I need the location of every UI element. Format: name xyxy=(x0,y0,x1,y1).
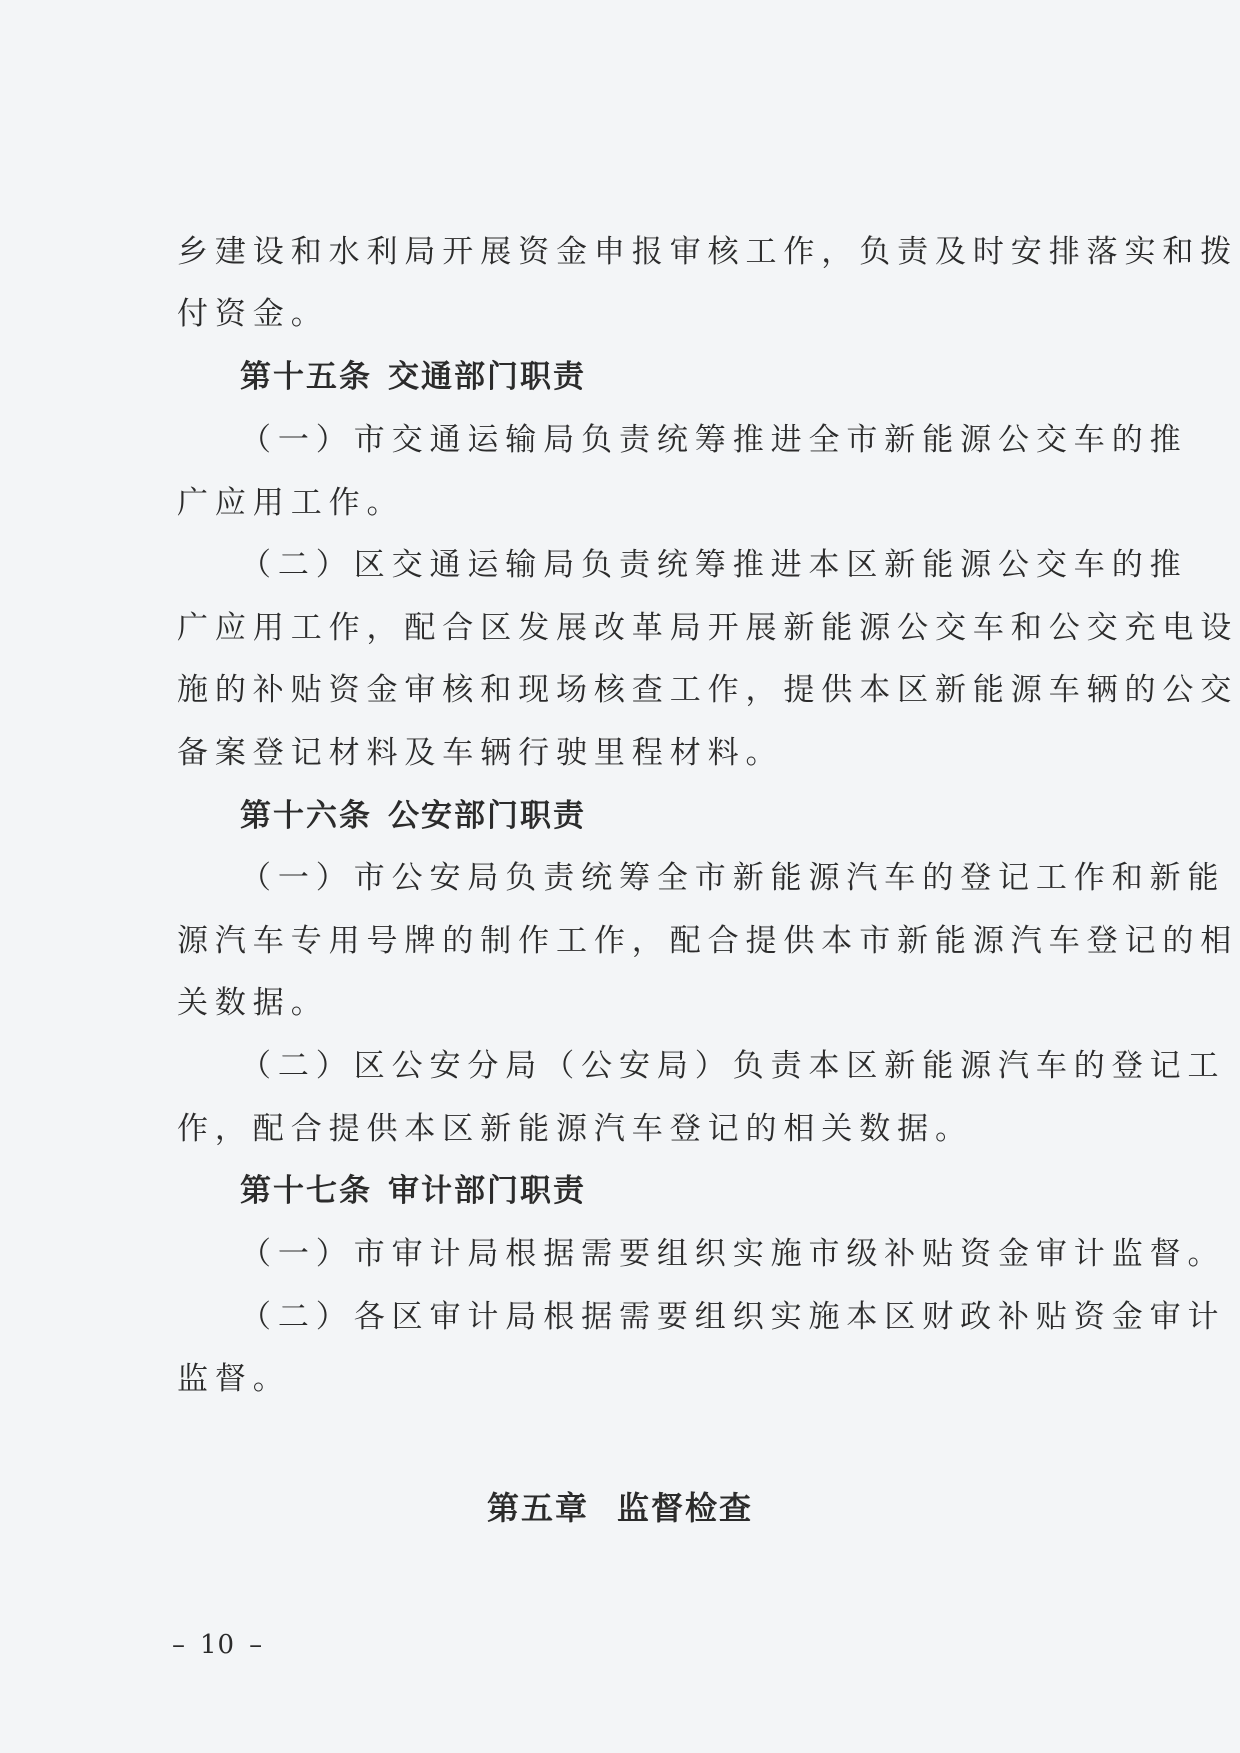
body-line: 作，配合提供本区新能源汽车登记的相关数据。 xyxy=(177,1111,973,1147)
chapter-number: 第五章 xyxy=(486,1489,589,1527)
body-line: 施的补贴资金审核和现场核查工作，提供本区新能源车辆的公交 xyxy=(177,672,1239,708)
article-number: 第十六条 xyxy=(240,798,372,834)
body-line: 关数据。 xyxy=(177,985,329,1021)
body-line: （一）市公安局负责统筹全市新能源汽车的登记工作和新能 xyxy=(240,860,1226,896)
article-heading xyxy=(240,357,586,397)
body-line: 源汽车专用号牌的制作工作，配合提供本市新能源汽车登记的相 xyxy=(177,923,1239,959)
body-line: 监督。 xyxy=(177,1361,291,1397)
article-title: 交通部门职责 xyxy=(388,359,586,395)
page-number-value: 10 xyxy=(200,1630,236,1660)
article-number: 第十七条 xyxy=(240,1173,372,1209)
body-line: 付资金。 xyxy=(177,296,329,332)
article-title: 公安部门职责 xyxy=(388,798,586,834)
article-number: 第十五条 xyxy=(240,359,372,395)
article-title: 审计部门职责 xyxy=(388,1173,586,1209)
article-heading xyxy=(240,1171,586,1211)
body-line: （一）市审计局根据需要组织实施市级补贴资金审计监督。 xyxy=(240,1236,1226,1272)
body-line: 广应用工作。 xyxy=(177,485,405,521)
body-line: （二）区交通运输局负责统筹推进本区新能源公交车的推 xyxy=(240,547,1188,583)
body-line: 乡建设和水利局开展资金申报审核工作，负责及时安排落实和拨 xyxy=(177,234,1239,270)
body-line: （一）市交通运输局负责统筹推进全市新能源公交车的推 xyxy=(240,422,1188,458)
chapter-title: 监督检查 xyxy=(617,1489,754,1527)
body-line: 广应用工作，配合区发展改革局开展新能源公交车和公交充电设 xyxy=(177,610,1239,646)
body-line: （二）区公安分局（公安局）负责本区新能源汽车的登记工 xyxy=(240,1048,1226,1084)
page-number: – 10 – xyxy=(172,1630,264,1660)
chapter-heading xyxy=(0,1488,1240,1528)
article-heading xyxy=(240,796,586,836)
body-line: （二）各区审计局根据需要组织实施本区财政补贴资金审计 xyxy=(240,1299,1226,1335)
body-line: 备案登记材料及车辆行驶里程材料。 xyxy=(177,735,784,771)
